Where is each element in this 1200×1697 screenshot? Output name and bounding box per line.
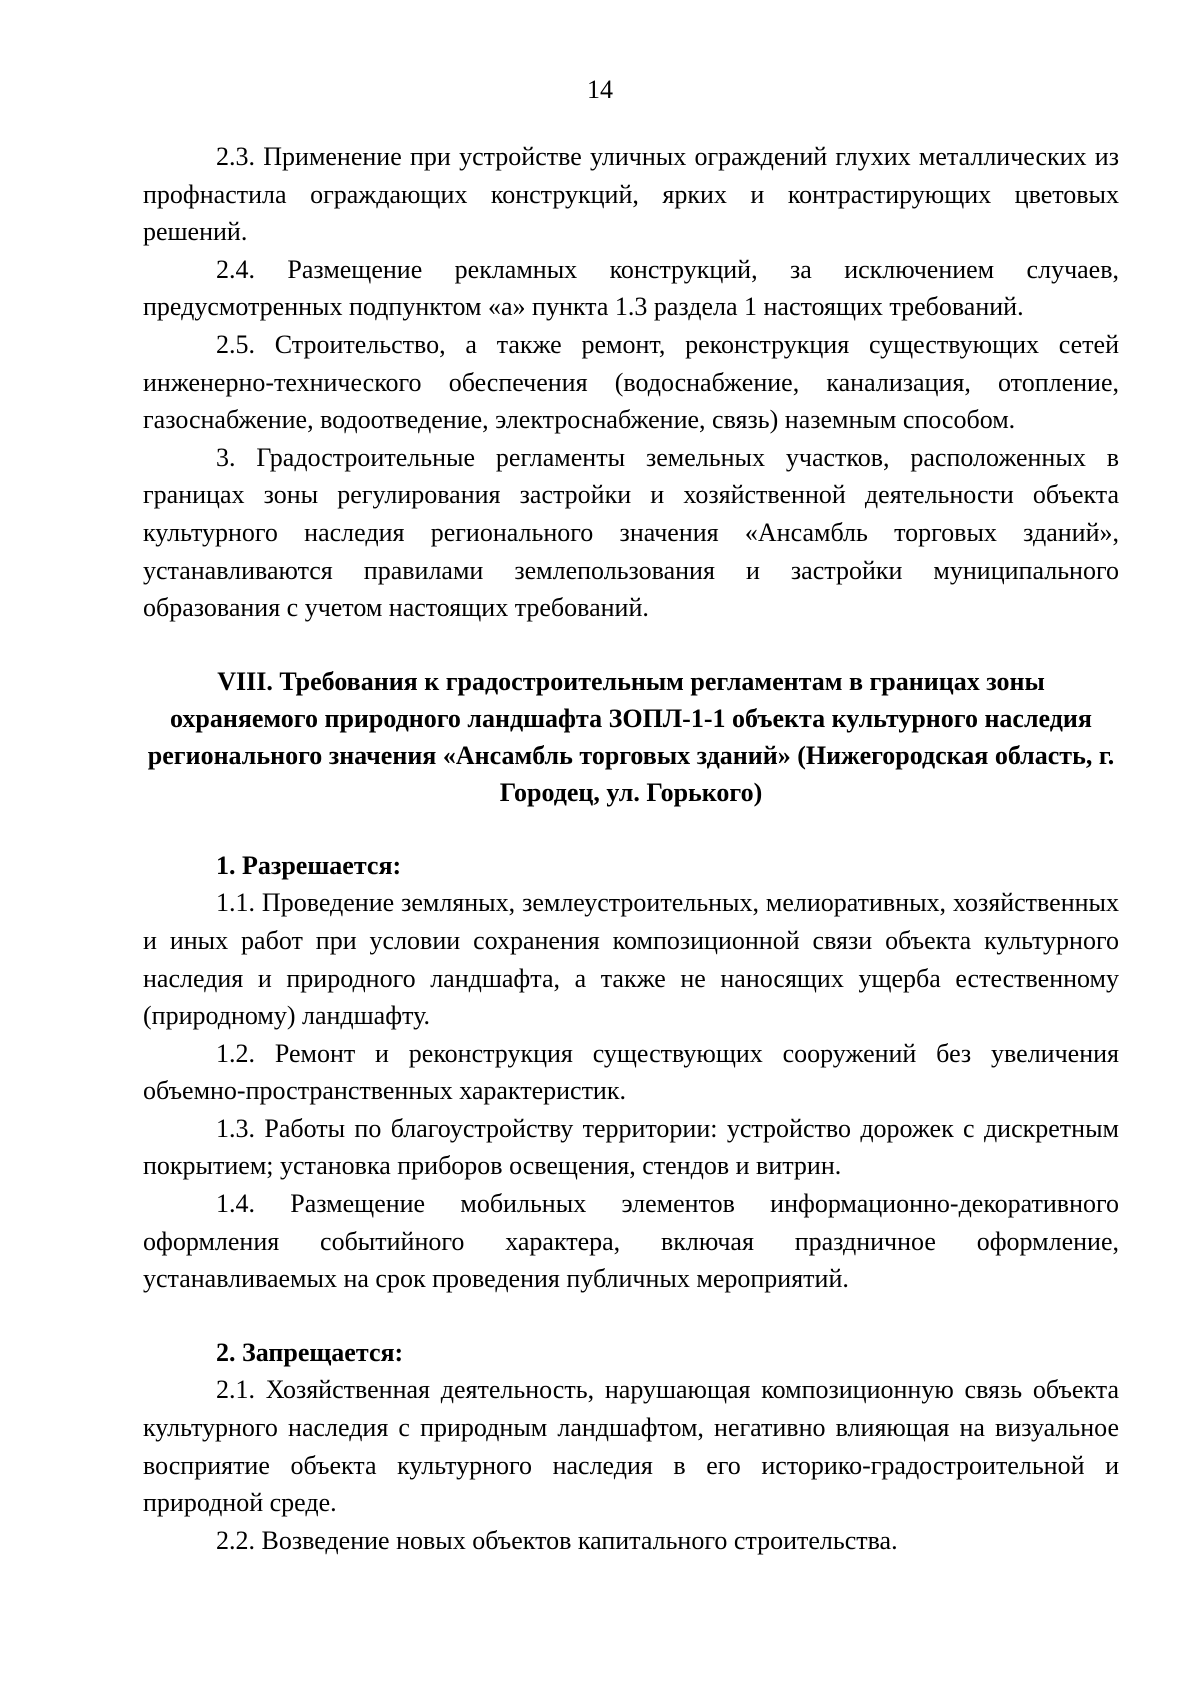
forbidden-title: 2. Запрещается: (216, 1337, 404, 1367)
document-body (143, 138, 1119, 1559)
allowed-title: 1. Разрешается: (216, 850, 402, 880)
forbidden-item-2-1: 2.1. Хозяйственная деятельность, нарушающая композиционную связь объекта культурного наследия с природным ландшафтом, негативно влияющая на визуальное восприятие объекта культурного наследия в его историко-градостроительной и природной среде. (143, 1375, 1119, 1518)
paragraph-2-4: 2.4. Размещение рекламных конструкций, за исключением случаев, предусмотренных подпунктом «а» пункта 1.3 раздела 1 настоящих требований. (143, 254, 1119, 322)
allowed-item-1-4: 1.4. Размещение мобильных элементов информационно-декоративного оформления событийного характера, включая праздничное оформление, устанавливаемых на срок проведения публичных мероприятий. (143, 1189, 1119, 1294)
paragraph-2-3: 2.3. Применение при устройстве уличных ограждений глухих металлических из профнастила ограждающих конструкций, ярких и контрастирующих цветовых решений. (143, 142, 1119, 247)
section-heading: VIII. Требования к градостроительным регламентам в границах зоны охраняемого природного ландшафта ЗОПЛ-1-1 объекта культурного наследия регионального значения «Ансамбль торговых зданий» (Нижегородская область, г. Городец, ул. Горького) (147, 666, 1115, 807)
allowed-item-1-2: 1.2. Ремонт и реконструкция существующих сооружений без увеличения объемно-пространственных характеристик. (143, 1038, 1119, 1106)
forbidden-item-2-2: 2.2. Возведение новых объектов капитального строительства. (216, 1525, 898, 1555)
paragraph-3: 3. Градостроительные регламенты земельных участков, расположенных в границах зоны регулирования застройки и хозяйственной деятельности объекта культурного наследия регионального значения «Ансамбль торговых зданий», устанавливаются правилами землепользования и застройки муниципального образования с учетом настоящих требований. (143, 442, 1119, 623)
paragraph-2-5: 2.5. Строительство, а также ремонт, реконструкция существующих сетей инженерно-технического обеспечения (водоснабжение, канализация, отопление, газоснабжение, водоотведение, электроснабжение, связь) наземным способом. (143, 329, 1119, 435)
allowed-item-1-1: 1.1. Проведение земляных, землеустроительных, мелиоративных, хозяйственных и иных работ при условии сохранения композиционной связи объекта культурного наследия и природного ландшафта, а также не наносящих ущерба естественному (природному) ландшафту. (143, 888, 1119, 1031)
allowed-item-1-3: 1.3. Работы по благоустройству территории: устройство дорожек с дискретным покрытием; установка приборов освещения, стендов и витрин. (143, 1113, 1119, 1181)
page-number: 14 (587, 75, 613, 104)
